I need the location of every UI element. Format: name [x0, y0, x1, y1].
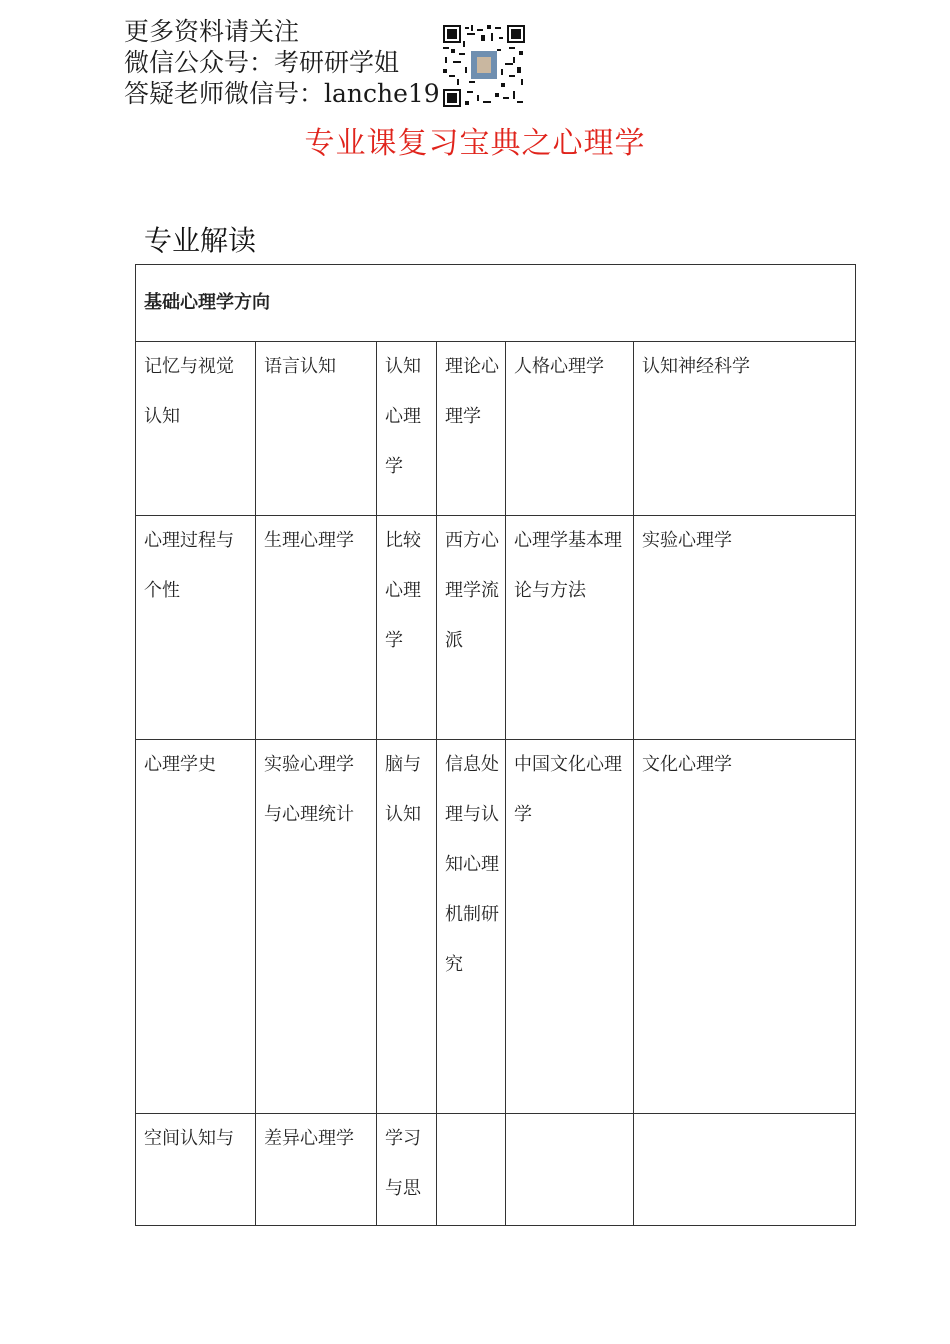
table-cell: 脑与认知 [377, 740, 437, 1114]
table-cell: 实验心理学与心理统计 [256, 740, 377, 1114]
table-cell: 差异心理学 [256, 1114, 377, 1226]
document-title: 专业课复习宝典之心理学 [304, 126, 646, 161]
table-cell: 心理过程与个性 [136, 516, 256, 740]
table-cell: 语言认知 [256, 342, 377, 516]
table-cell: 生理心理学 [256, 516, 377, 740]
table-cell: 人格心理学 [506, 342, 634, 516]
table-cell: 中国文化心理学 [506, 740, 634, 1114]
table-cell: 理论心理学 [437, 342, 506, 516]
table-header-cell: 基础心理学方向 [136, 265, 856, 342]
majors-table [135, 264, 856, 1226]
table-cell: 实验心理学 [634, 516, 856, 740]
header-line-3: 答疑老师微信号：lanche19 [124, 79, 440, 108]
table-cell [634, 1114, 856, 1226]
table-row [136, 342, 856, 516]
table-cell: 西方心理学流派 [437, 516, 506, 740]
table-cell: 空间认知与 [136, 1114, 256, 1226]
table-cell [437, 1114, 506, 1226]
table-cell: 学习与思 [377, 1114, 437, 1226]
table-cell: 认知心理学 [377, 342, 437, 516]
table-cell: 文化心理学 [634, 740, 856, 1114]
table-row [136, 516, 856, 740]
table-row [136, 1114, 856, 1226]
table-cell: 认知神经科学 [634, 342, 856, 516]
table-cell: 心理学史 [136, 740, 256, 1114]
table-header-row [136, 265, 856, 342]
header-notice [124, 16, 440, 109]
qr-code-icon [443, 25, 525, 107]
table-cell: 记忆与视觉认知 [136, 342, 256, 516]
table-row [136, 740, 856, 1114]
header-line-1: 更多资料请关注 [124, 17, 300, 46]
table-cell: 心理学基本理论与方法 [506, 516, 634, 740]
table-cell [506, 1114, 634, 1226]
header-line-2: 微信公众号：考研研学姐 [124, 48, 400, 77]
table-cell: 信息处理与认知心理机制研究 [437, 740, 506, 1114]
table-cell: 比较心理学 [377, 516, 437, 740]
section-title: 专业解读 [144, 224, 257, 257]
